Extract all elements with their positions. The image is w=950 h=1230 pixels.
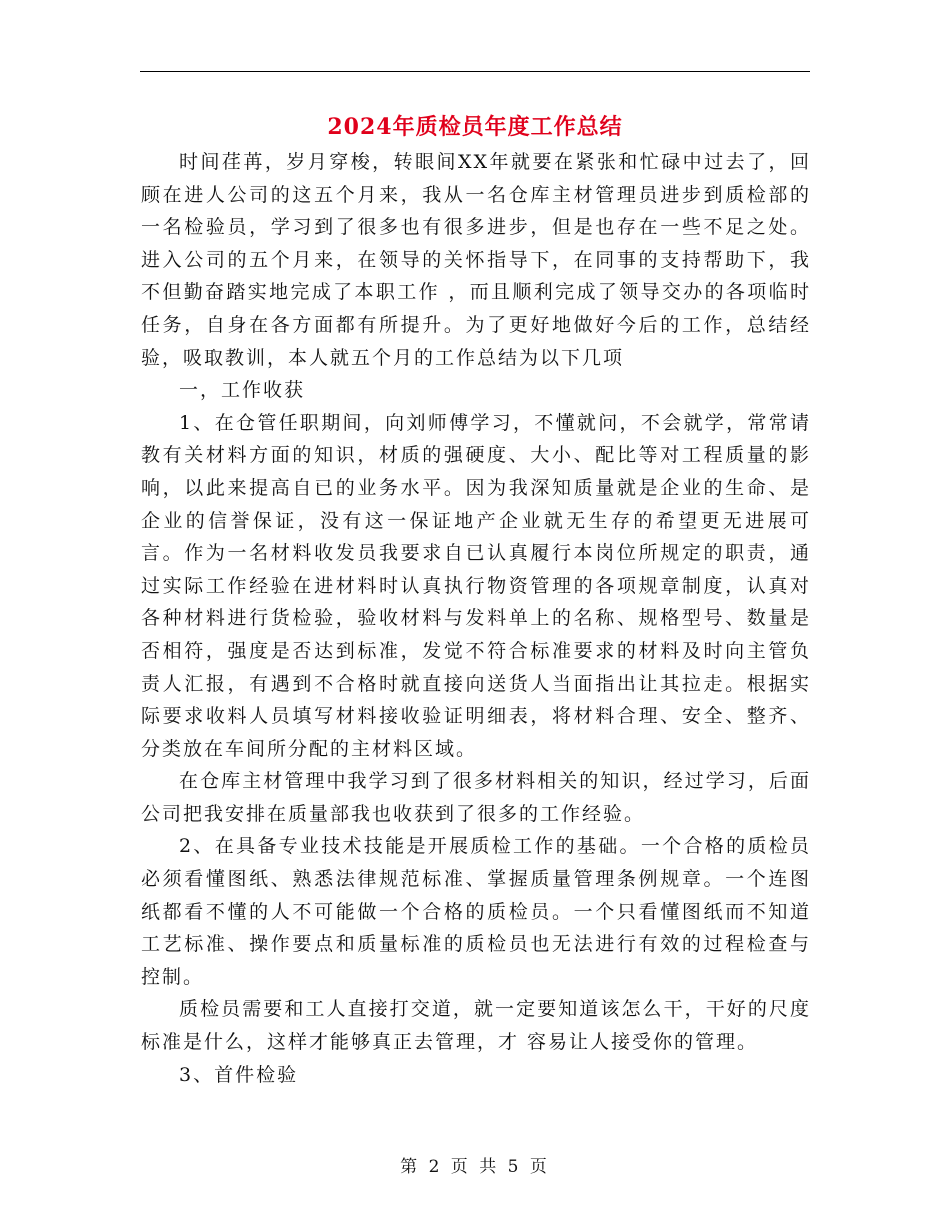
- header-rule: [140, 71, 810, 72]
- document-body: [141, 146, 811, 1091]
- paragraph-intro: 时间荏苒，岁月穿梭，转眼间XX年就要在紧张和忙碌中过去了，回顾在进人公司的这五个月来，我从一名仓库主材管理员进步到质检部的一名检验员，学习到了很多也有很多进步，但是也存在一些不足之处。进入公司的五个月来，在领导的关怀指导下，在同事的支持帮助下，我不但勤奋踏实地完成了本职工作 ，而且顺利完成了领导交办的各项临时任务，自身在各方面都有所提升。为了更好地做好今后的工作，总结经验，吸取教训，本人就五个月的工作总结为以下几项: [141, 151, 811, 369]
- paragraph-warehouse-learning: 在仓库主材管理中我学习到了很多材料相关的知识，经过学习，后面公司把我安排在质量部我也收获到了很多的工作经验。: [141, 770, 811, 825]
- paragraph-inspector-workers: 质检员需要和工人直接打交道，就一定要知道该怎么干，干好的尺度标准是什么，这样才能够真正去管理，才 容易让人接受你的管理。: [141, 998, 811, 1054]
- document-title: 2024年质检员年度工作总结: [327, 114, 623, 140]
- paragraph-item-1: 1、在仓管任职期间，向刘师傅学习，不懂就问，不会就学，常常请教有关材料方面的知识，材质的强硬度、大小、配比等对工程质量的影响，以此来提高自已的业务水平。因为我深知质量就是企业的生命、是企业的信誉保证，没有这一保证地产企业就无生存的希望更无进展可言。作为一名材料收发员我要求自已认真履行本岗位所规定的职责，通过实际工作经验在进材料时认真执行物资管理的各项规章制度，认真对各种材料进行货检验，验收材料与发料单上的名称、规格型号、数量是否相符，强度是否达到标准，发觉不符合标准要求的材料及时向主管负责人汇报，有遇到不合格时就直接向送货人当面指出让其拉走。根据实际要求收料人员填写材料接收验证明细表，将材料合理、安全、整齐、分类放在车间所分配的主材料区域。: [141, 411, 811, 760]
- page-number-footer: 第 2 页 共 5 页: [400, 1157, 550, 1177]
- paragraph-item-2: 2、在具备专业技术技能是开展质检工作的基础。一个合格的质检员必须看懂图纸、熟悉法律规范标准、掌握质量管理条例规章。一个连图纸都看不懂的人不可能做一个合格的质检员。一个只看懂图纸而不知道工艺标准、操作要点和质量标准的质检员也无法进行有效的过程检查与控制。: [141, 835, 811, 988]
- section-heading-gains: 一，工作收获: [179, 379, 306, 402]
- paragraph-item-3: 3、首件检验: [179, 1063, 299, 1086]
